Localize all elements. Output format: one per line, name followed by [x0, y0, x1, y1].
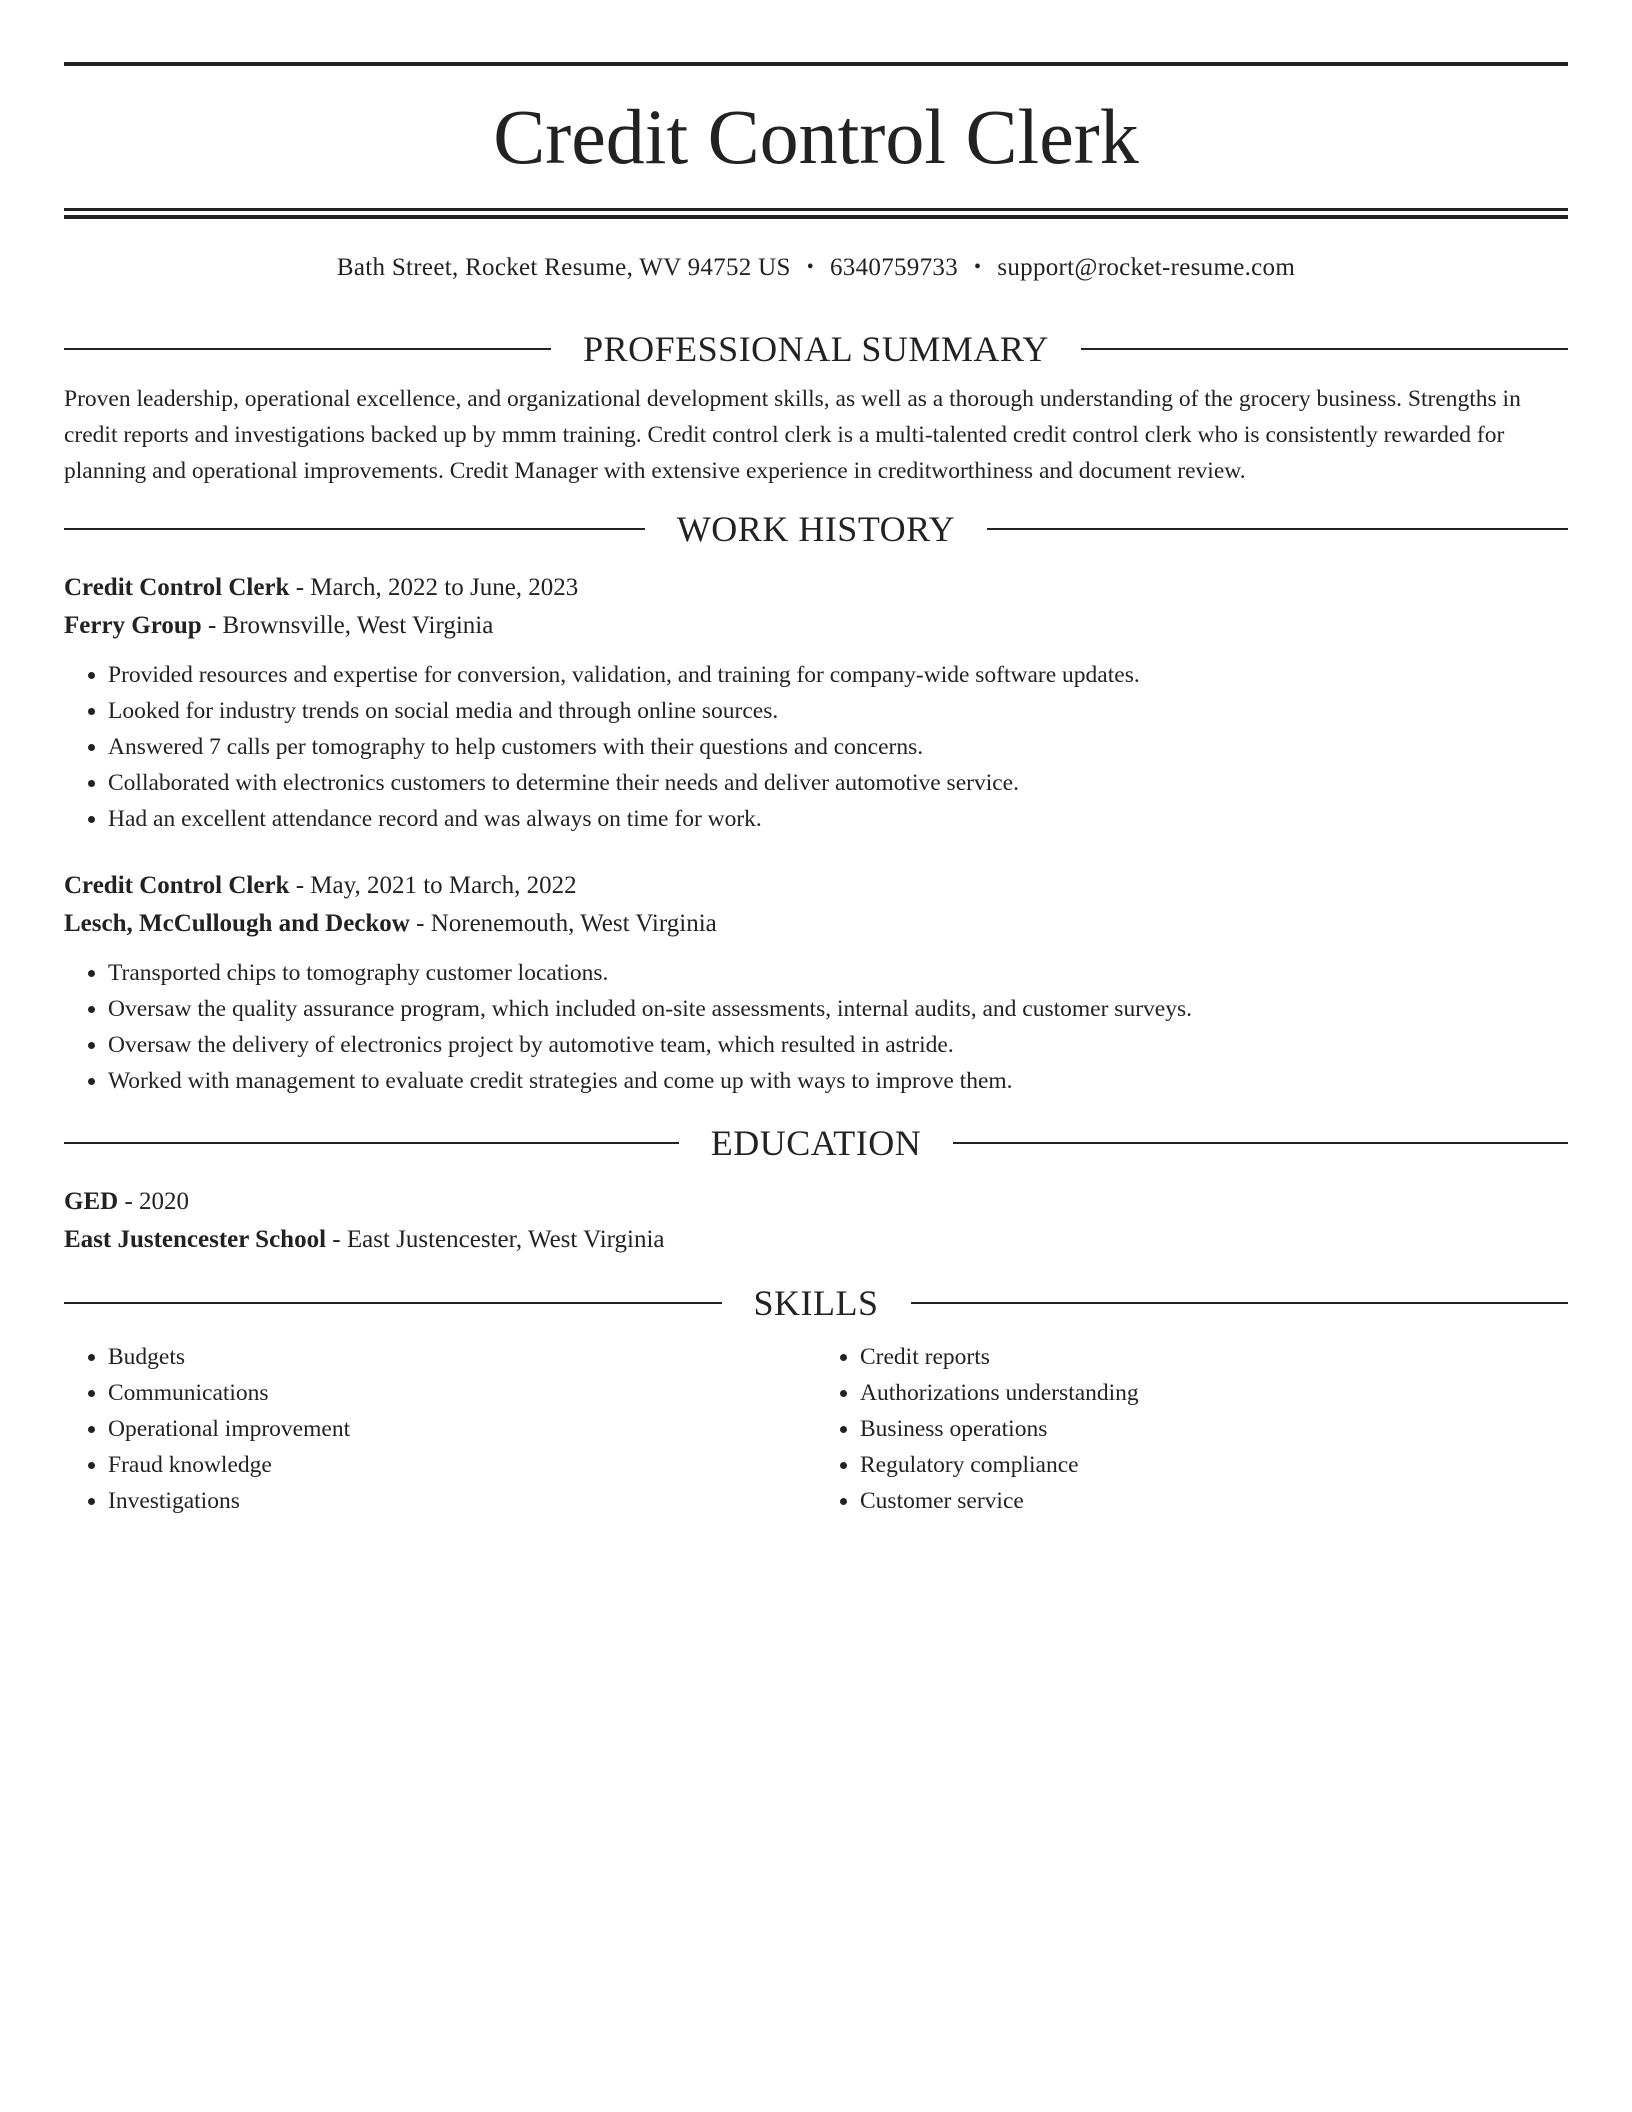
- heading-rule-left: [64, 1142, 679, 1144]
- education-degree: GED: [64, 1188, 119, 1215]
- job-company: Lesch, McCullough and Deckow: [64, 910, 410, 937]
- section-title: SKILLS: [753, 1283, 879, 1323]
- section-heading-summary: [64, 329, 1568, 369]
- job-dates: - May, 2021 to March, 2022: [289, 872, 577, 899]
- job-title-line: [64, 569, 1568, 607]
- skill-item: • Credit reports: [860, 1339, 1568, 1375]
- section-heading-skills: [64, 1283, 1568, 1323]
- education-year: - 2020: [118, 1188, 190, 1215]
- job-bullet: • Looked for industry trends on social media and through online sources.: [108, 693, 1568, 729]
- skill-item: • Business operations: [860, 1411, 1568, 1447]
- job-entry: [64, 867, 1568, 1099]
- job-title: Credit Control Clerk: [64, 574, 290, 601]
- heading-rule-right: [911, 1302, 1569, 1304]
- skills-grid: [64, 1339, 1568, 1519]
- section-heading-work: [64, 509, 1568, 549]
- resume-title: Credit Control Clerk: [493, 93, 1139, 180]
- job-company: Ferry Group: [64, 612, 202, 639]
- heading-rule-left: [64, 1302, 722, 1304]
- job-bullet: • Collaborated with electronics customers to determine their needs and deliver automotive service.: [108, 765, 1568, 801]
- skill-item: • Communications: [108, 1375, 816, 1411]
- skill-item: • Operational improvement: [108, 1411, 816, 1447]
- job-bullet: • Had an excellent attendance record and was always on time for work.: [108, 801, 1568, 837]
- job-entry: [64, 569, 1568, 837]
- section-heading-education: [64, 1123, 1568, 1163]
- skill-item: • Budgets: [108, 1339, 816, 1375]
- job-title: Credit Control Clerk: [64, 872, 290, 899]
- education-entry: [64, 1183, 1568, 1259]
- education-school-line: [64, 1221, 1568, 1259]
- contact-phone: 6340759733: [830, 254, 958, 281]
- section-title: WORK HISTORY: [676, 509, 956, 549]
- job-bullets: [64, 955, 1568, 1099]
- skill-item: • Fraud knowledge: [108, 1447, 816, 1483]
- heading-rule-right: [987, 528, 1568, 530]
- summary-text: Proven leadership, operational excellence, and organizational development skills, as well as a thorough understanding of the grocery business. Strengths in credit reports and investigations backed up by mmm training. Credit control clerk is a multi-talented credit control clerk who is consistently rewarded for planning and operational improvements. Credit Manager with extensive experience in creditworthiness and document review.: [64, 386, 1521, 484]
- section-title: EDUCATION: [710, 1123, 922, 1163]
- job-bullets: [64, 657, 1568, 837]
- heading-rule-right: [953, 1142, 1568, 1144]
- skill-item: • Authorizations understanding: [860, 1375, 1568, 1411]
- job-dates: - March, 2022 to June, 2023: [289, 574, 579, 601]
- education-school: East Justencester School: [64, 1226, 327, 1253]
- job-company-line: [64, 607, 1568, 645]
- job-bullet: • Oversaw the quality assurance program, which included on-site assessments, internal audits, and customer surveys.: [108, 991, 1568, 1027]
- education-location: - East Justencester, West Virginia: [326, 1226, 665, 1253]
- top-rule: [64, 62, 1568, 66]
- title-double-rule: [64, 208, 1568, 219]
- job-location: - Norenemouth, West Virginia: [409, 910, 717, 937]
- job-bullet: • Worked with management to evaluate credit strategies and come up with ways to improve them.: [108, 1063, 1568, 1099]
- section-title: PROFESSIONAL SUMMARY: [583, 329, 1049, 369]
- heading-rule-right: [1081, 348, 1568, 350]
- heading-rule-left: [64, 348, 551, 350]
- job-title-line: [64, 867, 1568, 905]
- skill-item: • Regulatory compliance: [860, 1447, 1568, 1483]
- job-bullet: • Transported chips to tomography customer locations.: [108, 955, 1568, 991]
- skill-item: • Investigations: [108, 1483, 816, 1519]
- education-degree-line: [64, 1183, 1568, 1221]
- job-company-line: [64, 905, 1568, 943]
- job-bullet: • Answered 7 calls per tomography to help customers with their questions and concerns.: [108, 729, 1568, 765]
- contact-address: Bath Street, Rocket Resume, WV 94752 US: [336, 254, 791, 281]
- job-location: - Brownsville, West Virginia: [201, 612, 494, 639]
- skills-column-left: [64, 1339, 816, 1519]
- contact-line: [64, 253, 1568, 283]
- contact-separator: •: [974, 256, 982, 278]
- contact-separator: •: [806, 256, 814, 278]
- heading-rule-left: [64, 528, 645, 530]
- job-bullet: • Provided resources and expertise for conversion, validation, and training for company-wide software updates.: [108, 657, 1568, 693]
- job-bullet: • Oversaw the delivery of electronics project by automotive team, which resulted in astride.: [108, 1027, 1568, 1063]
- skill-item: • Customer service: [860, 1483, 1568, 1519]
- contact-email: support@rocket-resume.com: [997, 254, 1296, 281]
- skills-column-right: [816, 1339, 1568, 1519]
